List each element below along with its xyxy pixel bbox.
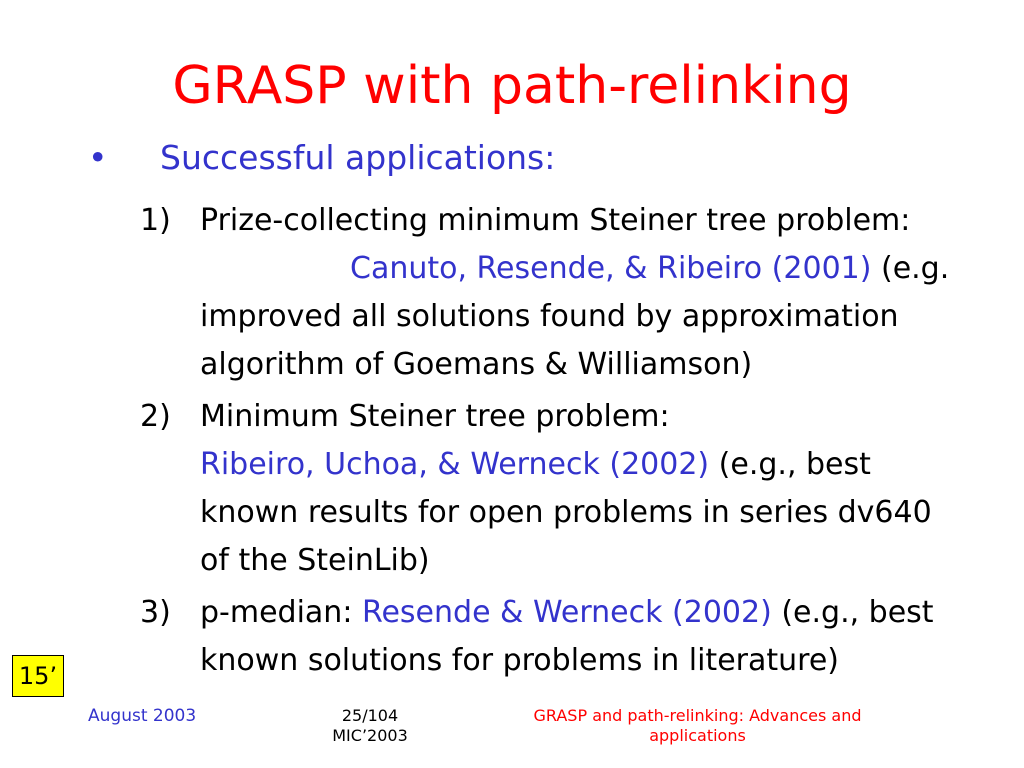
footer-date: August 2003	[88, 706, 197, 726]
bullet-icon: •	[88, 138, 108, 177]
list-item-text: (e.g., best known solutions for problems in literature)	[200, 595, 934, 678]
slide-title: GRASP with path-relinking	[172, 56, 852, 116]
list-item	[140, 197, 970, 389]
list-item-number: 3)	[140, 595, 171, 630]
list-item-text: (e.g. improved all solutions found by approximation algorithm of Goemans & Williamson)	[200, 251, 950, 382]
list-item-text: Minimum Steiner tree problem:	[200, 399, 670, 434]
reference-link: Resende & Werneck (2002)	[361, 595, 772, 630]
time-badge: 15’	[12, 655, 64, 697]
reference-link: Canuto, Resende, & Ribeiro (2001)	[350, 251, 872, 286]
list-item	[140, 393, 970, 585]
list-item-body	[200, 197, 970, 389]
list-item-number: 2)	[140, 399, 171, 434]
list-item-text: p-median:	[200, 595, 362, 630]
applications-list	[140, 197, 970, 689]
list-item-text: (e.g., best known results for open problems in series dv640 of the SteinLib)	[200, 447, 932, 578]
list-item	[140, 589, 970, 685]
list-item-body	[200, 393, 970, 585]
footer-title: GRASP and path-relinking: Advances and applications	[533, 706, 862, 745]
list-item-number: 1)	[140, 203, 171, 238]
list-item-text: Prize-collecting minimum Steiner tree problem:	[200, 203, 911, 238]
reference-link: Ribeiro, Uchoa, & Werneck (2002)	[200, 447, 710, 482]
footer-page-number: 25/104 MIC’2003	[332, 706, 408, 745]
list-item-body	[200, 589, 970, 685]
bullet-text: Successful applications:	[160, 138, 556, 177]
